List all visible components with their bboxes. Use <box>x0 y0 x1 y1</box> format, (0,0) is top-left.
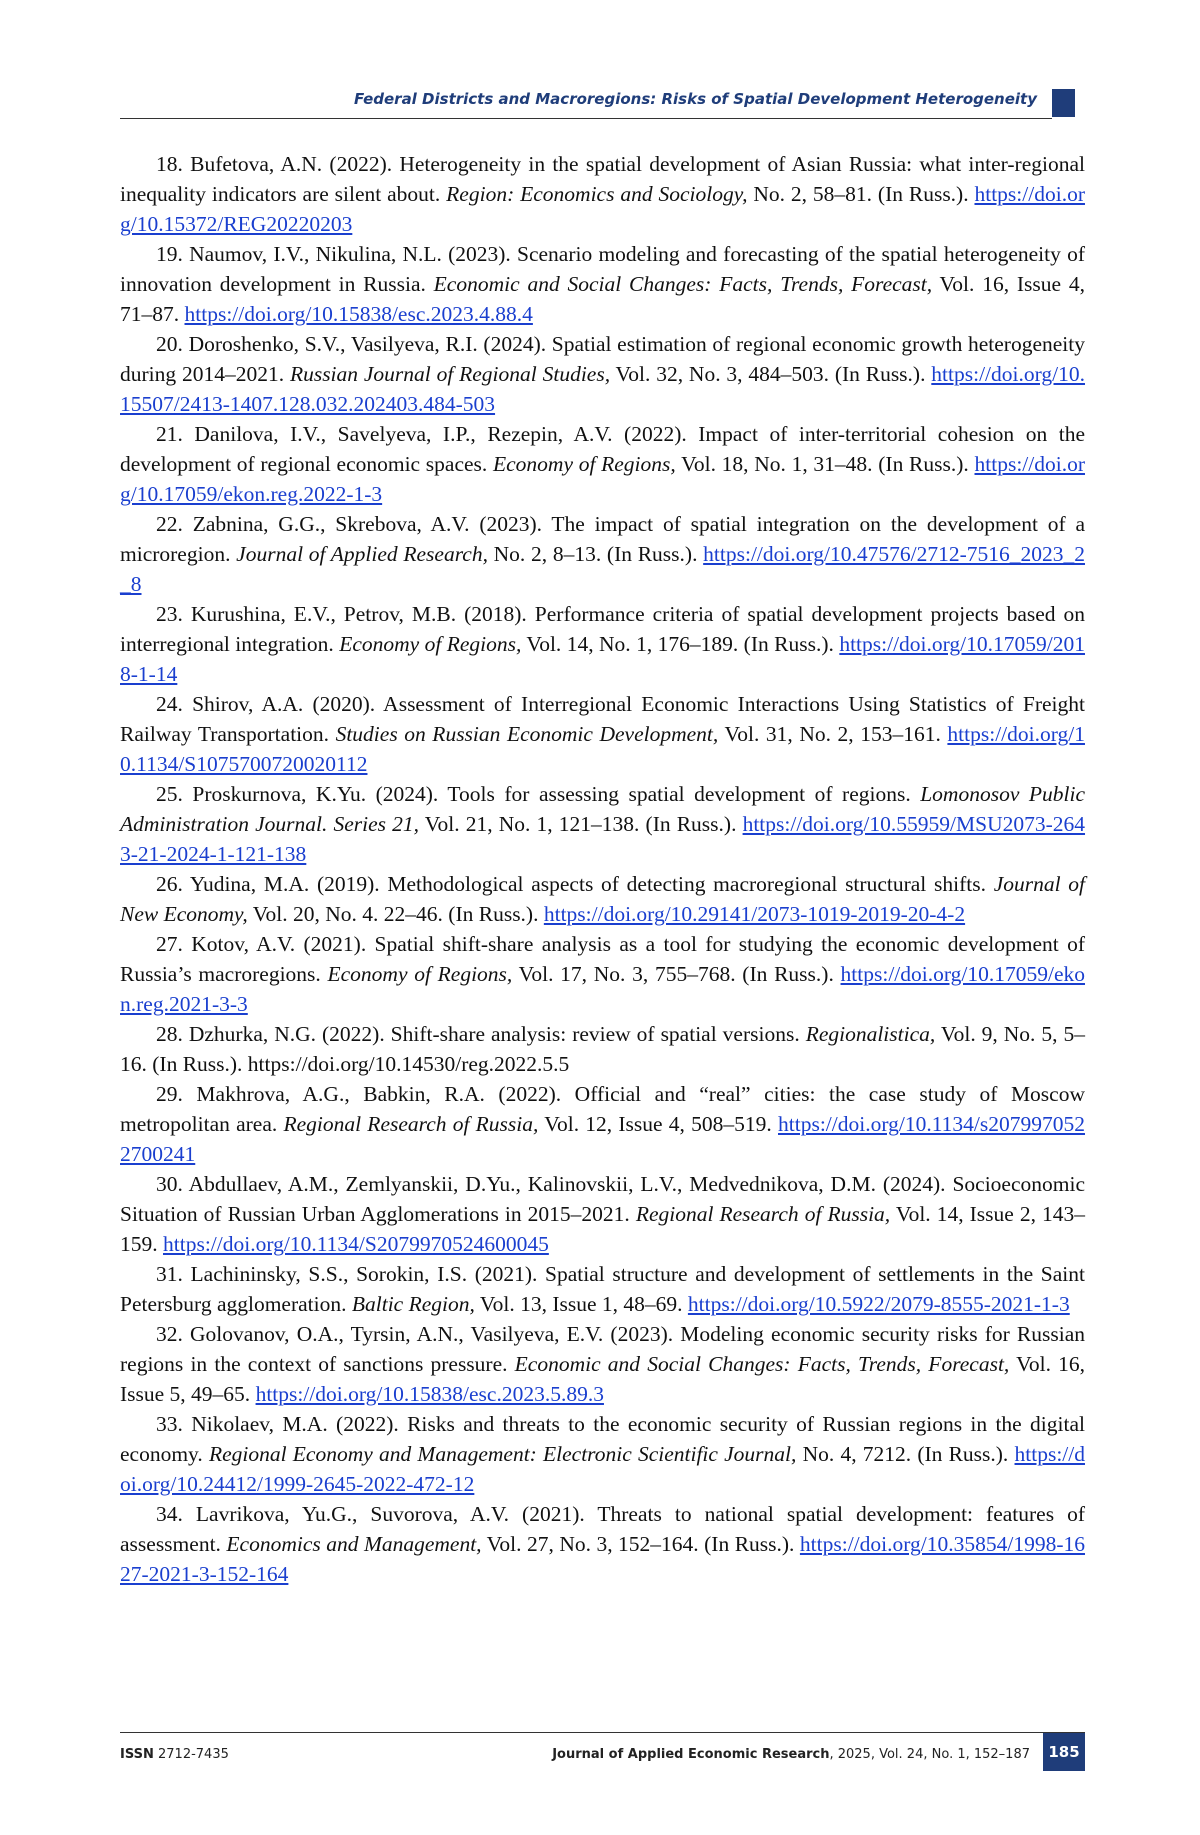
reference-authors-title: Zabnina, G.G., Skrebova, A.V. (2023). The impact of spatial integration on the development of a microregion. <box>120 512 1085 566</box>
reference-details: No. 2, 58–81. (In Russ.). <box>747 182 974 206</box>
reference-details: Vol. 13, Issue 1, 48–69. <box>475 1292 688 1316</box>
reference-number: 20. <box>156 332 183 356</box>
reference-doi-link[interactable]: https://doi.org/10.24412/1999-2645-2022-472-12 <box>120 1442 1085 1496</box>
reference-doi-link[interactable]: https://doi.org/10.17059/2018-1-14 <box>120 632 1085 686</box>
reference-journal: Economy of Regions, <box>328 962 513 986</box>
reference-details: Vol. 14, No. 1, 176–189. (In Russ.). <box>521 632 839 656</box>
reference-doi-link[interactable]: https://doi.org/10.35854/1998-1627-2021-3-152-164 <box>120 1532 1085 1586</box>
reference-number: 22. <box>156 512 183 536</box>
footer-journal-name: Journal of Applied Economic Research <box>552 1747 829 1762</box>
reference-item <box>120 779 1085 869</box>
reference-doi-link[interactable]: https://doi.org/10.17059/ekon.reg.2021-3-3 <box>120 962 1085 1016</box>
header-divider <box>120 118 1052 119</box>
reference-doi-link[interactable]: https://doi.org/10.15372/REG20220203 <box>120 182 1085 236</box>
reference-journal: Economic and Social Changes: Facts, Trends, Forecast, <box>434 272 932 296</box>
reference-list <box>120 149 1085 1589</box>
reference-journal: Regionalistica, <box>806 1022 936 1046</box>
reference-number: 27. <box>156 932 183 956</box>
footer-issn <box>120 1747 229 1762</box>
reference-journal: Economic and Social Changes: Facts, Trends, Forecast, <box>515 1352 1010 1376</box>
reference-details: Vol. 9, No. 5, 5–16. (In Russ.). https://doi.org/10.14530/reg.2022.5.5 <box>120 1022 1085 1076</box>
reference-item <box>120 1169 1085 1259</box>
reference-details: No. 2, 8–13. (In Russ.). <box>488 542 703 566</box>
reference-authors-title: Yudina, M.A. (2019). Methodological aspects of detecting macroregional structural shifts. <box>190 872 994 896</box>
reference-journal: Lomonosov Public Administration Journal. Series 21, <box>120 782 1085 836</box>
reference-authors-title: Proskurnova, K.Yu. (2024). Tools for assessing spatial development of regions. <box>192 782 920 806</box>
reference-authors-title: Doroshenko, S.V., Vasilyeva, R.I. (2024). Spatial estimation of regional economic growth heterogeneity during 2014–2021. <box>120 332 1085 386</box>
reference-item <box>120 1079 1085 1169</box>
reference-details: Vol. 31, No. 2, 153–161. <box>718 722 947 746</box>
reference-item <box>120 149 1085 239</box>
footer-divider <box>120 1732 1085 1733</box>
running-header-title: Federal Districts and Macroregions: Risks of Spatial Development Heterogeneity <box>354 90 1037 108</box>
reference-number: 31. <box>156 1262 183 1286</box>
footer-journal-citation <box>552 1747 1030 1762</box>
reference-number: 28. <box>156 1022 183 1046</box>
reference-number: 18. <box>156 152 183 176</box>
reference-number: 32. <box>156 1322 183 1346</box>
reference-details: Vol. 20, No. 4. 22–46. (In Russ.). <box>248 902 544 926</box>
page-number: 185 <box>1043 1733 1085 1771</box>
header-accent-block <box>1052 89 1075 117</box>
reference-item <box>120 929 1085 1019</box>
reference-authors-title: Bufetova, A.N. (2022). Heterogeneity in the spatial development of Asian Russia: what inter-regional inequality indicators are silent about. <box>120 152 1085 206</box>
reference-doi-link[interactable]: https://doi.org/10.15507/2413-1407.128.032.202403.484-503 <box>120 362 1085 416</box>
reference-number: 33. <box>156 1412 183 1436</box>
reference-number: 34. <box>156 1502 183 1526</box>
reference-number: 24. <box>156 692 183 716</box>
reference-details: Vol. 21, No. 1, 121–138. (In Russ.). <box>419 812 743 836</box>
issn-value: 2712-7435 <box>158 1747 229 1762</box>
reference-authors-title: Kotov, A.V. (2021). Spatial shift-share analysis as a tool for studying the economic development of Russia’s macroregions. <box>120 932 1085 986</box>
reference-journal: Economy of Regions, <box>339 632 521 656</box>
reference-journal: Region: Economics and Sociology, <box>446 182 747 206</box>
reference-authors-title: Naumov, I.V., Nikulina, N.L. (2023). Scenario modeling and forecasting of the spatial heterogeneity of innovation development in Russia. <box>120 242 1085 296</box>
reference-details: Vol. 32, No. 3, 484–503. (In Russ.). <box>610 362 931 386</box>
reference-details: Vol. 14, Issue 2, 143–159. <box>120 1202 1085 1256</box>
reference-item <box>120 239 1085 329</box>
reference-doi-link[interactable]: https://doi.org/10.29141/2073-1019-2019-20-4-2 <box>544 902 965 926</box>
reference-details: Vol. 12, Issue 4, 508–519. <box>538 1112 778 1136</box>
reference-details: No. 4, 7212. (In Russ.). <box>796 1442 1014 1466</box>
reference-number: 23. <box>156 602 183 626</box>
reference-authors-title: Shirov, A.A. (2020). Assessment of Interregional Economic Interactions Using Statistics of Freight Railway Transportation. <box>120 692 1085 746</box>
reference-authors-title: Danilova, I.V., Savelyeva, I.P., Rezepin, A.V. (2022). Impact of inter-territorial cohesion on the development of regional economic spaces. <box>120 422 1085 476</box>
reference-doi-link[interactable]: https://doi.org/10.55959/MSU2073-2643-21-2024-1-121-138 <box>120 812 1085 866</box>
reference-item <box>120 869 1085 929</box>
reference-authors-title: Kurushina, E.V., Petrov, M.B. (2018). Performance criteria of spatial development projects based on interregional integration. <box>120 602 1085 656</box>
reference-details: Vol. 16, Issue 5, 49–65. <box>120 1352 1085 1406</box>
reference-item <box>120 689 1085 779</box>
reference-details: Vol. 17, No. 3, 755–768. (In Russ.). <box>512 962 840 986</box>
reference-item <box>120 1409 1085 1499</box>
reference-number: 29. <box>156 1082 183 1106</box>
reference-item <box>120 1019 1085 1079</box>
reference-doi-link[interactable]: https://doi.org/10.15838/esc.2023.4.88.4 <box>185 302 533 326</box>
reference-doi-link[interactable]: https://doi.org/10.1134/S2079970524600045 <box>163 1232 549 1256</box>
reference-authors-title: Golovanov, O.A., Tyrsin, A.N., Vasilyeva, E.V. (2023). Modeling economic security risks for Russian regions in the context of sanctions pressure. <box>120 1322 1085 1376</box>
reference-journal: Regional Economy and Management: Electronic Scientific Journal, <box>209 1442 796 1466</box>
reference-details: Vol. 27, No. 3, 152–164. (In Russ.). <box>482 1532 800 1556</box>
reference-item <box>120 329 1085 419</box>
reference-number: 19. <box>156 242 183 266</box>
reference-authors-title: Lachininsky, S.S., Sorokin, I.S. (2021). Spatial structure and development of settlements in the Saint Petersburg agglomeration. <box>120 1262 1085 1316</box>
reference-item <box>120 419 1085 509</box>
reference-journal: Studies on Russian Economic Development, <box>336 722 719 746</box>
reference-authors-title: Lavrikova, Yu.G., Suvorova, A.V. (2021). Threats to national spatial development: features of assessment. <box>120 1502 1085 1556</box>
reference-doi-link[interactable]: https://doi.org/10.15838/esc.2023.5.89.3 <box>256 1382 604 1406</box>
footer-journal-details: , 2025, Vol. 24, No. 1, 152–187 <box>829 1747 1030 1762</box>
reference-number: 26. <box>156 872 183 896</box>
reference-journal: Russian Journal of Regional Studies, <box>290 362 610 386</box>
reference-authors-title: Nikolaev, M.A. (2022). Risks and threats to the economic security of Russian regions in the digital economy. <box>120 1412 1085 1466</box>
reference-journal: Economics and Management, <box>226 1532 481 1556</box>
reference-authors-title: Makhrova, A.G., Babkin, R.A. (2022). Official and “real” cities: the case study of Moscow metropolitan area. <box>120 1082 1085 1136</box>
reference-journal: Economy of Regions, <box>493 452 676 476</box>
reference-number: 25. <box>156 782 183 806</box>
reference-authors-title: Dzhurka, N.G. (2022). Shift-share analysis: review of spatial versions. <box>189 1022 806 1046</box>
reference-item <box>120 1499 1085 1589</box>
reference-details: Vol. 16, Issue 4, 71–87. <box>120 272 1085 326</box>
reference-journal: Baltic Region, <box>352 1292 475 1316</box>
reference-number: 21. <box>156 422 183 446</box>
reference-details: Vol. 18, No. 1, 31–48. (In Russ.). <box>676 452 975 476</box>
reference-journal: Journal of New Economy, <box>120 872 1085 926</box>
reference-doi-link[interactable]: https://doi.org/10.1134/s2079970522700241 <box>120 1112 1085 1166</box>
reference-doi-link[interactable]: https://doi.org/10.5922/2079-8555-2021-1-3 <box>688 1292 1070 1316</box>
reference-authors-title: Abdullaev, A.M., Zemlyanskii, D.Yu., Kalinovskii, L.V., Medvednikova, D.M. (2024). Socioeconomic Situation of Russian Urban Agglomerations in 2015–2021. <box>120 1172 1085 1226</box>
journal-page <box>0 0 1200 1835</box>
issn-label: ISSN <box>120 1747 154 1762</box>
reference-journal: Regional Research of Russia, <box>636 1202 890 1226</box>
reference-journal: Regional Research of Russia, <box>283 1112 538 1136</box>
reference-doi-link[interactable]: https://doi.org/10.17059/ekon.reg.2022-1-3 <box>120 452 1085 506</box>
reference-doi-link[interactable]: https://doi.org/10.47576/2712-7516_2023_2_8 <box>120 542 1085 596</box>
reference-item <box>120 1259 1085 1319</box>
reference-number: 30. <box>156 1172 183 1196</box>
reference-doi-link[interactable]: https://doi.org/10.1134/S1075700720020112 <box>120 722 1085 776</box>
reference-item <box>120 509 1085 599</box>
reference-item <box>120 1319 1085 1409</box>
reference-item <box>120 599 1085 689</box>
reference-journal: Journal of Applied Research, <box>236 542 488 566</box>
